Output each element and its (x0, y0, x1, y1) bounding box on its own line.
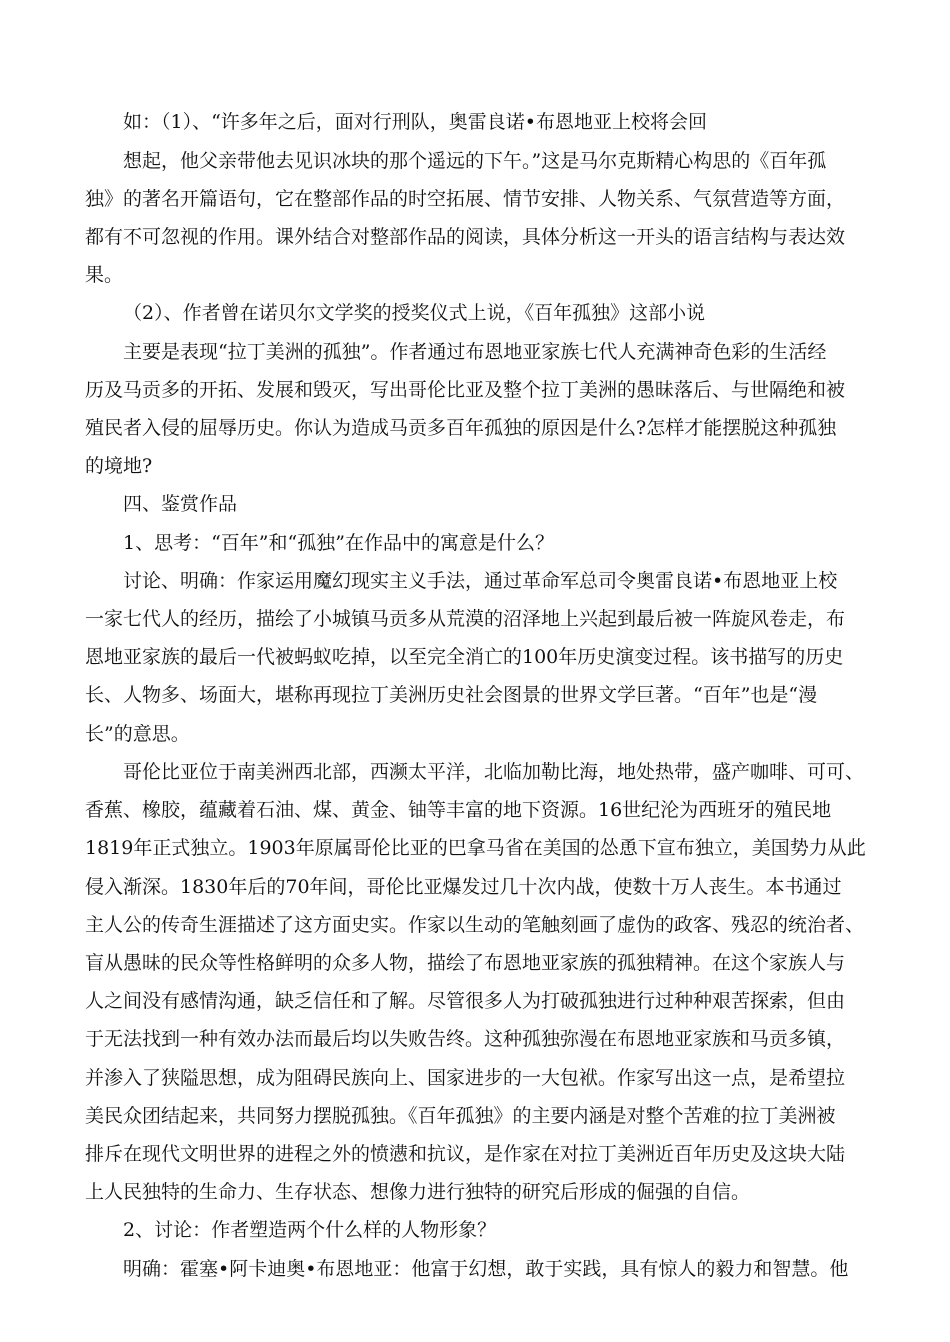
text-line: 果。 (85, 264, 124, 286)
text-line: 主人公的传奇生涯描述了这方面史实。作家以生动的笔触刻画了虚伪的政客、残忍的统治者、 (85, 914, 865, 936)
question-line: 2、讨论：作者塑造两个什么样的人物形象？ (123, 1219, 497, 1241)
text-line: 如：（1）、“许多年之后，面对行刑队，奥雷良诺•布恩地亚上校将会回 (123, 111, 708, 133)
text-line: 的境地? (85, 455, 153, 477)
text-line: 想起，他父亲带他去见识冰块的那个遥远的下午。”这是马尔克斯精心构思的《百年孤 (123, 150, 827, 172)
text-line: 人之间没有感情沟通，缺乏信任和了解。尽管很多人为打破孤独进行过种种艰苦探索，但由 (85, 990, 846, 1012)
text-line: 盲从愚昧的民众等性格鲜明的众多人物，描绘了布恩地亚家族的孤独精神。在这个家族人与 (85, 952, 846, 974)
text-line: 排斥在现代文明世界的进程之外的愤懑和抗议，是作家在对拉丁美洲近百年历史及这块大陆 (85, 1143, 846, 1165)
text-line: 殖民者入侵的屈辱历史。你认为造成马贡多百年孤独的原因是什么?怎样才能摆脱这种孤独 (85, 417, 837, 439)
text-line: 香蕉、橡胶，蕴藏着石油、煤、黄金、铀等丰富的地下资源。16世纪沦为西班牙的殖民地 (85, 799, 832, 821)
text-line: 长”的意思。 (85, 723, 190, 745)
text-line: 哥伦比亚位于南美洲西北部，西濒太平洋，北临加勒比海，地处热带，盛产咖啡、可可、 (123, 761, 865, 783)
text-line: 长、人物多、场面大，堪称再现拉丁美洲历史社会图景的世界文学巨著。“百年”也是“漫 (85, 684, 818, 706)
text-line: 主要是表现“拉丁美洲的孤独”。作者通过布恩地亚家族七代人充满神奇色彩的生活经 (123, 341, 827, 363)
text-line: 并渗入了狭隘思想，成为阻碍民族向上、国家进步的一大包袱。作家写出这一点，是希望拉 (85, 1067, 846, 1089)
text-line: 上人民独特的生命力、生存状态、想像力进行独特的研究后形成的倔强的自信。 (85, 1181, 751, 1203)
question-line: 1、思考：“百年”和“孤独”在作品中的寓意是什么？ (123, 532, 554, 554)
section-heading: 四、鉴赏作品 (123, 493, 238, 515)
text-line: 侵入渐深。1830年后的70年间，哥伦比亚爆发过几十次内战，使数十万人丧生。本书通过 (85, 876, 842, 898)
text-line: 都有不可忽视的作用。课外结合对整部作品的阅读，具体分析这一开头的语言结构与表达效 (85, 226, 846, 248)
text-line: 独》的著名开篇语句，它在整部作品的时空拓展、情节安排、人物关系、气氛营造等方面， (85, 188, 846, 210)
text-line: 历及马贡多的开拓、发展和毁灭，写出哥伦比亚及整个拉丁美洲的愚昧落后、与世隔绝和被 (85, 379, 846, 401)
text-line: 讨论、明确：作家运用魔幻现实主义手法，通过革命军总司令奥雷良诺•布恩地亚上校 (123, 570, 838, 592)
text-line: 一家七代人的经历，描绘了小城镇马贡多从荒漠的沼泽地上兴起到最后被一阵旋风卷走，布 (85, 608, 846, 630)
text-line: 美民众团结起来，共同努力摆脱孤独。《百年孤独》的主要内涵是对整个苦难的拉丁美洲被 (85, 1105, 836, 1127)
text-line: 1819年正式独立。1903年原属哥伦比亚的巴拿马省在美国的怂恿下宣布独立，美国势力从此 (85, 837, 866, 859)
text-line: 明确：霍塞•阿卡迪奥•布恩地亚：他富于幻想，敢于实践，具有惊人的毅力和智慧。他 (123, 1258, 849, 1280)
text-line: （2）、作者曾在诺贝尔文学奖的授奖仪式上说，《百年孤独》这部小说 (123, 302, 706, 324)
text-line: 恩地亚家族的最后一代被蚂蚁吃掉，以至完全消亡的100年历史演变过程。该书描写的历史 (85, 646, 844, 668)
text-line: 于无法找到一种有效办法而最后均以失败告终。这种孤独弥漫在布恩地亚家族和马贡多镇， (85, 1028, 846, 1050)
